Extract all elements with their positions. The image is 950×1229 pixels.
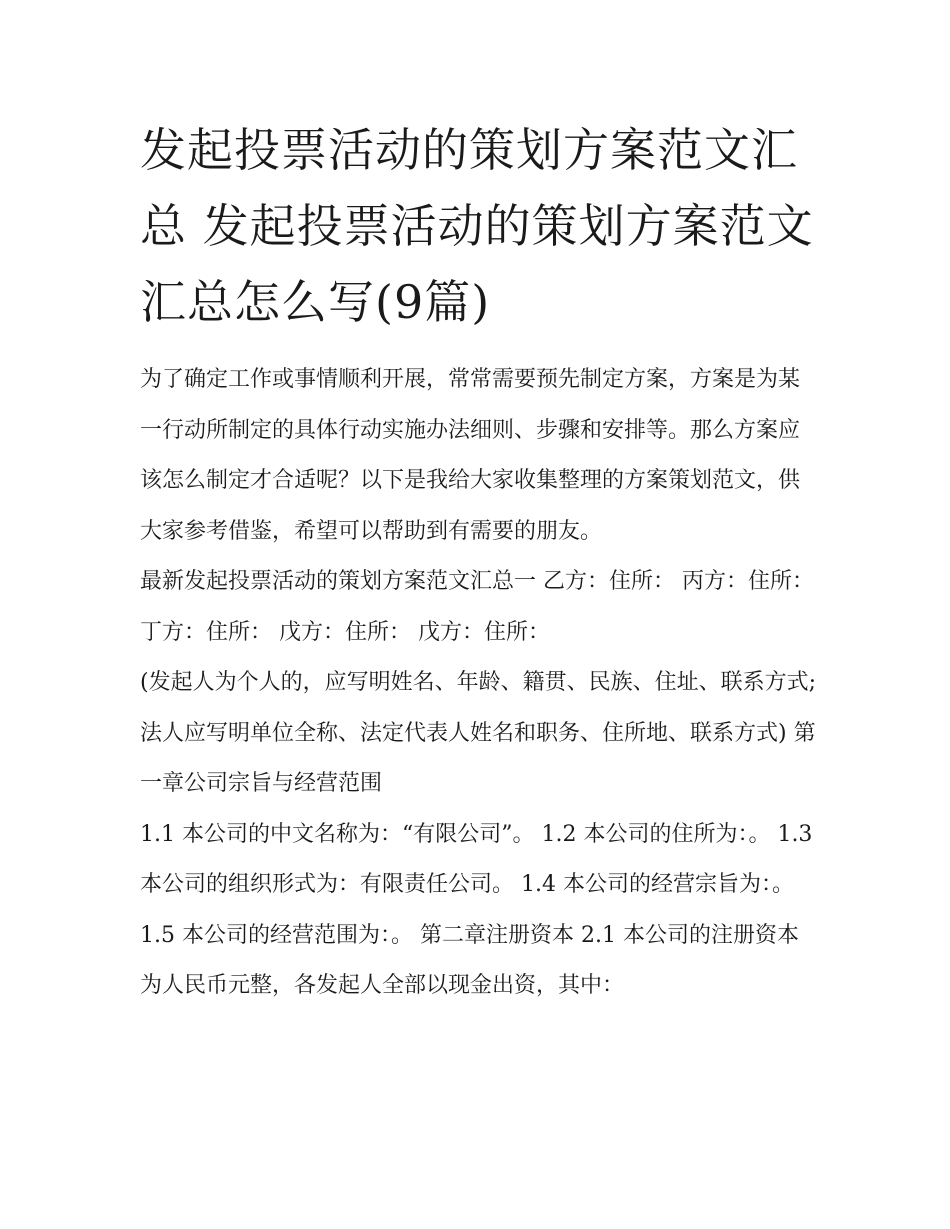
paragraph-parties: 最新发起投票活动的策划方案范文汇总一 乙方：住所： 丙方：住所： 丁方：住所： 戊方：住所： 戊方：住所： <box>140 569 814 645</box>
paragraph-founder-note: (发起人为个人的，应写明姓名、年龄、籍贯、民族、住址、联系方式;法人应写明单位全称、法定代表人姓名和职务、住所地、联系方式) 第一章公司宗旨与经营范围 <box>140 670 816 796</box>
document-body <box>140 355 820 1012</box>
paragraph-section-1: 1.1 本公司的中文名称为：“有限公司”。 1.2 本公司的住所为：。 1.3 本公司的组织形式为：有限责任公司。 1.4 本公司的经营宗旨为：。 <box>140 821 813 897</box>
paragraph-section-2: 1.5 本公司的经营范围为：。 第二章注册资本 2.1 本公司的注册资本为人民币元整，各发起人全部以现金出资，其中： <box>140 922 799 998</box>
paragraph-intro: 为了确定工作或事情顺利开展，常常需要预先制定方案，方案是为某一行动所制定的具体行动实施办法细则、步骤和安排等。那么方案应该怎么制定才合适呢？以下是我给大家收集整理的方案策划范文，供大家参考借鉴，希望可以帮助到有需要的朋友。 <box>140 367 801 544</box>
document-title: 发起投票活动的策划方案范文汇总 发起投票活动的策划方案范文汇总怎么写(9篇) <box>140 123 814 329</box>
